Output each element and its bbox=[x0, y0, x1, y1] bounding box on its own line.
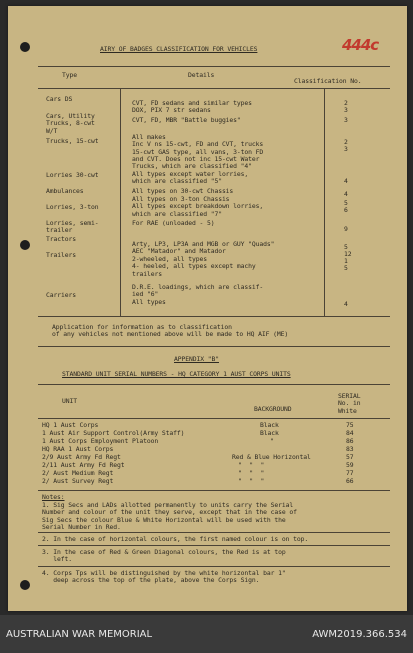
column-header-type: Type bbox=[62, 71, 77, 79]
rule bbox=[38, 418, 390, 419]
handwritten-reference: 444c bbox=[342, 36, 379, 54]
column-header-background: BACKGROUND bbox=[254, 405, 292, 413]
rule bbox=[120, 88, 121, 316]
note-1: 1. Sig Secs and LADs allotted permanently to units carry the Serial Number and colour of the unit they serve, except that in the case of Sig Secs the colour Blue & White Horizontal will be used with the Serial Number in Red. bbox=[42, 501, 297, 531]
footer-bar bbox=[0, 615, 413, 653]
column-header-serial: SERIAL No. in White bbox=[338, 392, 361, 415]
rule bbox=[38, 88, 390, 89]
punch-hole bbox=[20, 580, 30, 590]
document-page: 444c AIRY OF BADGES CLASSIFICATION FOR VEHICLES Type Details Classification No. Cars DS CVT, FD sedans and similar types DOX, PIX 7 str sedans 2 3 Cars, Utility Trucks, 8-cwt W/T CVT, FD, MBR "Battle buggies" 3 Trucks, 15-cwt All makes Inc V ns 15-cwt, FD and CVT, trucks 15-cwt GAS type, all vans, 3-ton FD and CVT. Does not inc 15-cwt Water Trucks, which are classified "4" 2 3 Lorries 30-cwt All types except water lorries, which are classified "5" 4 Ambulances All types on 30-cwt Chassis 4 Lorries, 3-ton All types on 3-ton Chassis All types except breakdown lorries, which are classified "7" 5 6 Lorries, semi- trailer For RAE (unloaded - 5) 9 Tractors Arty, LP3, LP3A and MGB or GUY "Quads" AEC "Matador" and Matador 5 12 Trailers 2-wheeled, all types 4- heeled, all types except machy trailers 1 5 Carriers D.R.E. loadings, which are classif- ied "6" All types 4 Application for information as to classification of any vehicles not mentioned above will be made to HQ AIF (ME) APPENDIX "B" STANDARD UNIT SERIAL NUMBERS - HQ CATEGORY 1 AUST CORPS UNITS UNIT BACKGROUND SERIAL No. in White HQ 1 Aust Corps Black 75 1 Aust Air Support Control(Army Staff) Black 84 1 Aust Corps Employment Platoon " 86 HQ RAA 1 Aust Corps 83 2/9 Aust Army Fd Regt Red & Blue Horizontal 57 2/11 Aust Army Fd Regt " " " 59 2/ Aust Medium Regt " " " 77 2/ Aust Survey Regt " " " 66 Notes: 1. Sig Secs and LADs allotted permanently to units carry the Serial Number and colour of the unit they serve, except that in the case of Sig Secs the colour Blue & White Horizontal will be used with the Serial Number in Red. 2. In the case of horizontal colours, the first named colour is on top. 3. In the case of Red & Green Diagonal colours, the Red is at top left. 4. Corps Tps will be distinguished by the white horizontal bar 1" deep across the top of the plate, above the Corps Sign. bbox=[8, 6, 407, 611]
note-3: 3. In the case of Red & Green Diagonal colours, the Red is at top left. bbox=[42, 548, 286, 564]
rule bbox=[38, 545, 390, 546]
column-header-classification: Classification No. bbox=[294, 77, 362, 85]
rule bbox=[38, 566, 390, 567]
notes-heading: Notes: bbox=[42, 493, 65, 501]
punch-hole bbox=[20, 42, 30, 52]
appendix-title: STANDARD UNIT SERIAL NUMBERS - HQ CATEGORY 1 AUST CORPS UNITS bbox=[62, 370, 291, 378]
rule bbox=[38, 66, 390, 67]
note-4: 4. Corps Tps will be distinguished by the white horizontal bar 1" deep across the top of the plate, above the Corps Sign. bbox=[42, 569, 286, 585]
column-header-unit: UNIT bbox=[62, 397, 77, 405]
appendix-label: APPENDIX "B" bbox=[174, 355, 219, 363]
document-title: AIRY OF BADGES CLASSIFICATION FOR VEHICLES bbox=[100, 45, 258, 53]
rule bbox=[38, 532, 390, 533]
rule bbox=[38, 346, 390, 347]
note-2: 2. In the case of horizontal colours, the first named colour is on top. bbox=[42, 535, 309, 543]
accession-number: AWM2019.366.534 bbox=[312, 629, 407, 640]
institution-name: AUSTRALIAN WAR MEMORIAL bbox=[6, 629, 153, 640]
application-note: Application for information as to classification of any vehicles not mentioned above will be made to HQ AIF (ME) bbox=[52, 323, 289, 339]
column-header-details: Details bbox=[188, 71, 215, 79]
rule bbox=[38, 384, 390, 385]
rule bbox=[324, 88, 325, 316]
rule bbox=[38, 490, 390, 491]
punch-hole bbox=[20, 240, 30, 250]
rule bbox=[38, 316, 390, 317]
